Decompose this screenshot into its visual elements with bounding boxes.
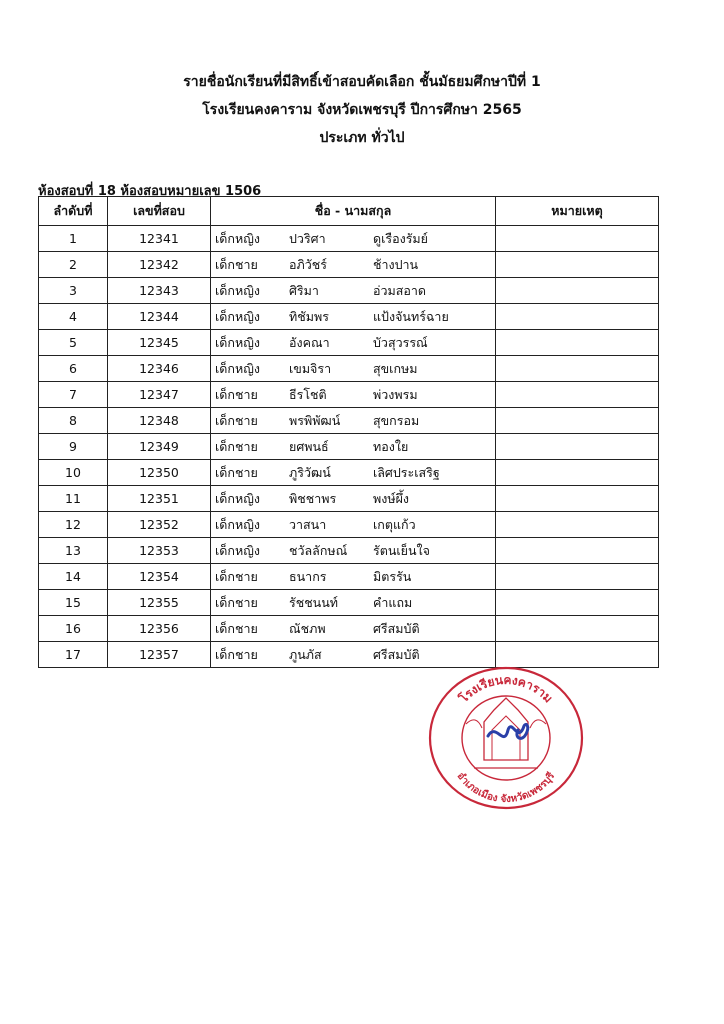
- cell-no: 13: [39, 538, 108, 564]
- name-prefix: เด็กชาย: [215, 438, 258, 454]
- first-name: ชวัลลักษณ์: [289, 542, 348, 558]
- name-prefix: เด็กชาย: [215, 568, 258, 584]
- cell-exam-id: 12346: [108, 356, 211, 382]
- first-name: พรพิพัฒน์: [289, 412, 341, 428]
- name-prefix: เด็กหญิง: [215, 542, 260, 558]
- table-row: [39, 538, 659, 564]
- name-prefix: เด็กชาย: [215, 646, 258, 662]
- header-name: ชื่อ - นามสกุล: [211, 197, 496, 226]
- first-name: ปวริศา: [289, 230, 326, 246]
- header-exam-id: เลขที่สอบ: [108, 197, 211, 226]
- first-name: ธนากร: [289, 568, 327, 584]
- first-name: ศิริมา: [289, 282, 319, 298]
- cell-remark: [496, 512, 659, 538]
- document-title-line-1: รายชื่อนักเรียนที่มีสิทธิ์เข้าสอบคัดเลือก ชั้นมัธยมศึกษาปีที่ 1: [183, 74, 541, 90]
- student-list-table: [38, 196, 659, 668]
- table-row: [39, 590, 659, 616]
- last-name: แป้งจันทร์ฉาย: [373, 308, 449, 324]
- cell-no: 9: [39, 434, 108, 460]
- first-name: พิชชาพร: [289, 490, 337, 506]
- cell-no: 7: [39, 382, 108, 408]
- last-name: พ่วงพรม: [373, 386, 418, 402]
- cell-exam-id: 12347: [108, 382, 211, 408]
- name-prefix: เด็กชาย: [215, 386, 258, 402]
- cell-exam-id: 12350: [108, 460, 211, 486]
- cell-remark: [496, 278, 659, 304]
- name-prefix: เด็กหญิง: [215, 360, 260, 376]
- cell-no: 11: [39, 486, 108, 512]
- first-name: ณัชภพ: [289, 620, 326, 636]
- cell-remark: [496, 434, 659, 460]
- exam-room-label: ห้องสอบที่ 18 ห้องสอบหมายเลข 1506: [38, 184, 262, 199]
- cell-name: [211, 590, 496, 616]
- cell-exam-id: 12353: [108, 538, 211, 564]
- name-prefix: เด็กชาย: [215, 620, 258, 636]
- table-row: [39, 460, 659, 486]
- cell-no: 3: [39, 278, 108, 304]
- cell-remark: [496, 356, 659, 382]
- header-no: ลำดับที่: [39, 197, 108, 226]
- cell-no: 1: [39, 226, 108, 252]
- cell-no: 14: [39, 564, 108, 590]
- first-name: ภูนภัส: [289, 646, 322, 662]
- last-name: สุขเกษม: [373, 360, 418, 376]
- cell-exam-id: 12351: [108, 486, 211, 512]
- last-name: ดูเรืองรัมย์: [373, 230, 428, 246]
- cell-remark: [496, 460, 659, 486]
- cell-remark: [496, 226, 659, 252]
- first-name: อังคณา: [289, 334, 330, 350]
- last-name: พงษ์ผึ้ง: [373, 490, 410, 506]
- name-prefix: เด็กหญิง: [215, 334, 260, 350]
- cell-exam-id: 12341: [108, 226, 211, 252]
- cell-no: 4: [39, 304, 108, 330]
- cell-no: 15: [39, 590, 108, 616]
- cell-no: 2: [39, 252, 108, 278]
- name-prefix: เด็กหญิง: [215, 490, 260, 506]
- cell-exam-id: 12343: [108, 278, 211, 304]
- table-row: [39, 304, 659, 330]
- cell-name: [211, 356, 496, 382]
- first-name: วาสนา: [289, 516, 327, 532]
- table-row: [39, 252, 659, 278]
- table-row: [39, 434, 659, 460]
- last-name: เกตุแก้ว: [373, 516, 416, 532]
- last-name: ช้างปาน: [373, 256, 419, 272]
- last-name: คำแถม: [373, 594, 413, 610]
- last-name: รัตนเย็นใจ: [373, 542, 430, 558]
- cell-remark: [496, 564, 659, 590]
- cell-no: 6: [39, 356, 108, 382]
- cell-no: 5: [39, 330, 108, 356]
- cell-remark: [496, 304, 659, 330]
- cell-name: [211, 382, 496, 408]
- cell-remark: [496, 252, 659, 278]
- cell-remark: [496, 330, 659, 356]
- table-header-row: [39, 197, 659, 226]
- name-prefix: เด็กหญิง: [215, 230, 260, 246]
- document-title-line-3: ประเภท ทั่วไป: [319, 130, 405, 146]
- table-row: [39, 382, 659, 408]
- cell-remark: [496, 408, 659, 434]
- table-body: [39, 226, 659, 668]
- table-row: [39, 512, 659, 538]
- table-row: [39, 330, 659, 356]
- cell-exam-id: 12355: [108, 590, 211, 616]
- last-name: สุขกรอม: [373, 412, 420, 428]
- cell-exam-id: 12349: [108, 434, 211, 460]
- cell-name: [211, 564, 496, 590]
- first-name: ธีรโชติ: [289, 386, 327, 402]
- seal-outer-ring: [430, 668, 582, 808]
- last-name: มิตรรัน: [373, 568, 412, 584]
- last-name: เลิศประเสริฐ: [373, 464, 440, 480]
- table-row: [39, 278, 659, 304]
- first-name: อภิวัชร์: [289, 256, 327, 272]
- signature-mark: [488, 724, 528, 738]
- cell-remark: [496, 590, 659, 616]
- name-prefix: เด็กหญิง: [215, 282, 260, 298]
- first-name: รัชชนนท์: [289, 594, 339, 610]
- first-name: ยศพนธ์: [289, 438, 329, 454]
- cell-name: [211, 512, 496, 538]
- seal-emblem-leaves: [466, 720, 546, 728]
- cell-name: [211, 434, 496, 460]
- last-name: อ่วมสอาด: [373, 282, 427, 298]
- cell-exam-id: 12357: [108, 642, 211, 668]
- cell-remark: [496, 538, 659, 564]
- cell-name: [211, 226, 496, 252]
- school-seal-stamp: [426, 664, 586, 812]
- name-prefix: เด็กหญิง: [215, 516, 260, 532]
- cell-no: 16: [39, 616, 108, 642]
- last-name: ศรีสมบัติ: [373, 620, 420, 636]
- last-name: ศรีสมบัติ: [373, 646, 420, 662]
- name-prefix: เด็กชาย: [215, 412, 258, 428]
- table-row: [39, 616, 659, 642]
- name-prefix: เด็กชาย: [215, 464, 258, 480]
- cell-name: [211, 460, 496, 486]
- cell-name: [211, 486, 496, 512]
- seal-bottom-text: อำเภอเมือง จังหวัดเพชรบุรี: [454, 770, 558, 806]
- last-name: บัวสุวรรณ์: [373, 334, 428, 350]
- cell-exam-id: 12354: [108, 564, 211, 590]
- cell-name: [211, 252, 496, 278]
- cell-name: [211, 408, 496, 434]
- cell-no: 10: [39, 460, 108, 486]
- first-name: ทิชัมพร: [289, 308, 329, 324]
- seal-emblem-arch: [492, 716, 520, 760]
- cell-exam-id: 12342: [108, 252, 211, 278]
- table-row: [39, 486, 659, 512]
- name-prefix: เด็กหญิง: [215, 308, 260, 324]
- table-row: [39, 356, 659, 382]
- cell-exam-id: 12345: [108, 330, 211, 356]
- cell-exam-id: 12356: [108, 616, 211, 642]
- cell-name: [211, 616, 496, 642]
- cell-exam-id: 12352: [108, 512, 211, 538]
- cell-remark: [496, 486, 659, 512]
- cell-no: 8: [39, 408, 108, 434]
- cell-name: [211, 278, 496, 304]
- cell-exam-id: 12348: [108, 408, 211, 434]
- cell-remark: [496, 616, 659, 642]
- cell-name: [211, 304, 496, 330]
- cell-name: [211, 330, 496, 356]
- table-row: [39, 408, 659, 434]
- header-remark: หมายเหตุ: [496, 197, 659, 226]
- first-name: ภูริวัฒน์: [289, 464, 331, 480]
- name-prefix: เด็กชาย: [215, 256, 258, 272]
- name-prefix: เด็กชาย: [215, 594, 258, 610]
- cell-no: 12: [39, 512, 108, 538]
- table-row: [39, 564, 659, 590]
- seal-top-text: โรงเรียนคงคาราม: [456, 672, 556, 706]
- table-row: [39, 226, 659, 252]
- last-name: ทองใย: [373, 438, 409, 454]
- cell-exam-id: 12344: [108, 304, 211, 330]
- cell-no: 17: [39, 642, 108, 668]
- cell-name: [211, 538, 496, 564]
- document-title-line-2: โรงเรียนคงคาราม จังหวัดเพชรบุรี ปีการศึกษา 2565: [202, 102, 522, 118]
- cell-remark: [496, 382, 659, 408]
- first-name: เขมจิรา: [289, 360, 332, 376]
